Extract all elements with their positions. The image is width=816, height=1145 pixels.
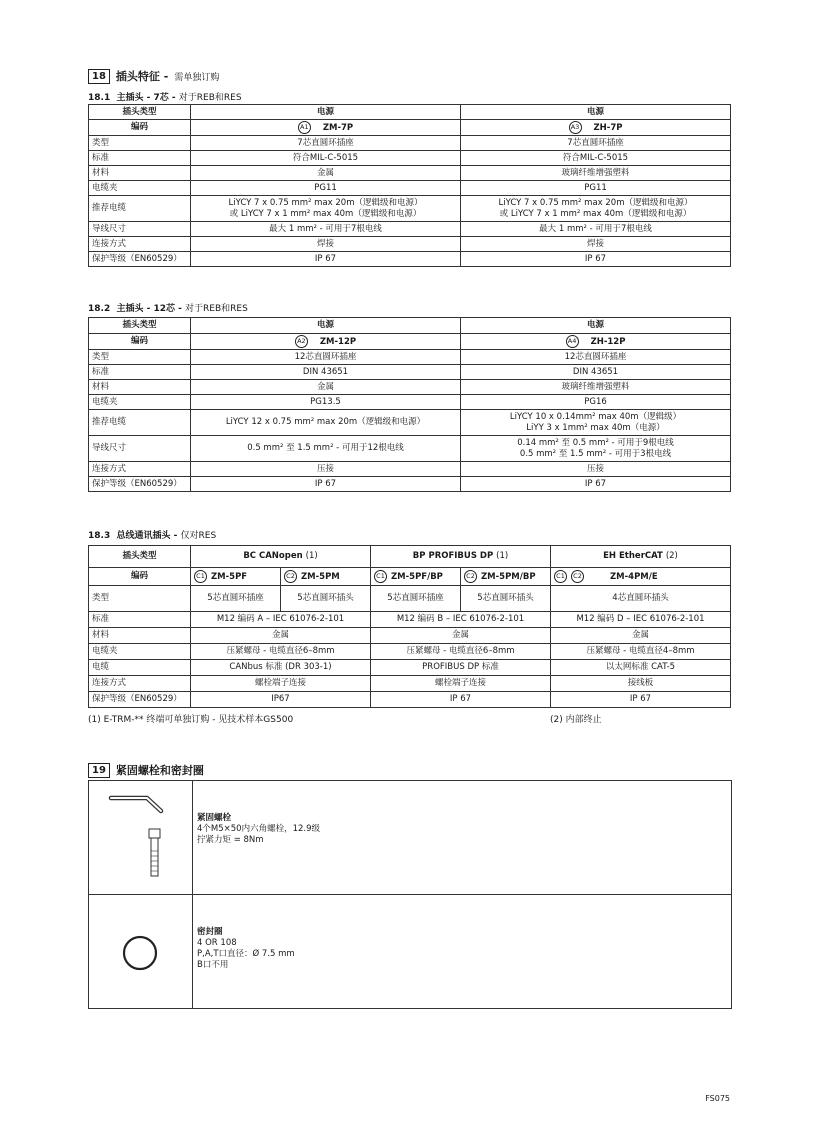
row-label: 类型 — [89, 136, 191, 151]
value-cell — [191, 196, 461, 222]
cell-line: LiYCY 7 x 0.75 mm² max 20m（逻辑级和电源） — [498, 197, 693, 208]
value-cell — [191, 166, 461, 181]
bolt-torque: 拧紧力矩 = 8Nm — [197, 835, 264, 845]
table-row — [89, 546, 731, 568]
marker-badge: A4 — [566, 335, 579, 348]
cell-line: IP 67 — [584, 253, 607, 264]
marker-badge: A2 — [295, 335, 308, 348]
cell-line: 玻璃纤维增强塑料 — [561, 167, 630, 178]
eh-note-ref: (2) — [665, 551, 678, 561]
table-18-1 — [88, 104, 731, 267]
subsection-title: 主插头 - 7芯 - — [116, 93, 176, 103]
bp-title: BP PROFIBUS DP — [412, 551, 494, 561]
row-label: 连接方式 — [89, 237, 191, 252]
bc-note-ref: (1) — [305, 551, 318, 561]
section-18-header — [88, 68, 219, 84]
row-label: 编码 — [89, 568, 191, 586]
section-title: 插头特征 - — [115, 70, 169, 83]
cell-line: 7芯直圆环插座 — [297, 137, 354, 148]
row-label: 插头类型 — [89, 318, 191, 334]
cell-line: IP 67 — [314, 478, 337, 489]
page-footer-code: FS075 — [705, 1094, 730, 1103]
table-row — [89, 196, 731, 222]
section-title: 紧固螺栓和密封圈 — [115, 764, 204, 777]
value-cell — [461, 380, 731, 395]
value-cell — [461, 151, 731, 166]
cell-line: 压接 — [316, 463, 334, 474]
row-label: 保护等级（EN60529） — [89, 477, 191, 492]
section-subtitle: 需单独订购 — [174, 72, 220, 83]
cell-line: 12芯直圆环插座 — [564, 351, 627, 362]
row-label: 插头类型 — [89, 546, 191, 568]
table-row — [89, 692, 731, 708]
cell-line: 电源 — [316, 106, 334, 117]
eh-value-cell: IP 67 — [551, 692, 731, 708]
cell-line: DIN 43651 — [302, 366, 349, 377]
table-row — [89, 436, 731, 462]
value-cell — [191, 395, 461, 410]
row-label: 电缆夹 — [89, 181, 191, 196]
bc-value-cell: 压紧螺母 - 电缆直径6–8mm — [191, 644, 371, 660]
code-cell — [281, 568, 371, 586]
value-cell — [191, 120, 461, 136]
table-body — [89, 105, 731, 267]
code-value: ZM-7P — [322, 123, 354, 133]
table-row — [89, 166, 731, 181]
row-label: 推荐电缆 — [89, 410, 191, 436]
table-row — [89, 318, 731, 334]
bolt-description — [197, 813, 320, 846]
value-cell — [191, 334, 461, 350]
cell-line: 符合MIL-C-5015 — [562, 152, 629, 163]
cell-line: DIN 43651 — [572, 366, 619, 377]
cell-line: LiYY 3 x 1mm² max 40m（电源） — [526, 422, 665, 433]
type-cell: 5芯直圆环插座 — [371, 586, 461, 612]
seal-code: 4 OR 108 — [197, 938, 237, 948]
code-cell — [191, 568, 281, 586]
subsection-number: 18.2 — [88, 304, 111, 314]
row-label: 标准 — [89, 365, 191, 380]
seal-diameter: P,A,T口直径：Ø 7.5 mm — [197, 949, 295, 959]
cell-line: 最大 1 mm² - 可用于7根电线 — [539, 223, 652, 234]
cell-line: IP 67 — [314, 253, 337, 264]
row-label: 电缆 — [89, 660, 191, 676]
subsection-title: 总线通讯插头 - — [116, 531, 178, 541]
value-cell — [191, 365, 461, 380]
cell-line: 压接 — [586, 463, 604, 474]
eh-value-cell: 金属 — [551, 628, 731, 644]
value-cell — [461, 166, 731, 181]
subsection-number: 18.3 — [88, 531, 111, 541]
code-value: ZM-12P — [319, 337, 357, 347]
seal-note: B口不用 — [197, 960, 229, 970]
value-cell — [191, 477, 461, 492]
table-18-3 — [88, 545, 731, 708]
bp-value-cell: IP 67 — [371, 692, 551, 708]
row-label: 材料 — [89, 166, 191, 181]
table-row — [89, 628, 731, 644]
table-row — [89, 644, 731, 660]
code-value: ZM-5PF — [211, 572, 248, 582]
table-18-2 — [88, 317, 731, 492]
value-cell — [461, 334, 731, 350]
value-cell — [461, 105, 731, 120]
table-row — [89, 586, 731, 612]
row-label: 标准 — [89, 151, 191, 166]
cell-line: PG11 — [314, 182, 337, 193]
eh-header — [551, 546, 731, 568]
cell-line: 或 LiYCY 7 x 1 mm² max 40m（逻辑级和电源） — [499, 208, 692, 219]
subsection-18-1-header — [88, 90, 242, 103]
table-row — [89, 660, 731, 676]
value-cell — [191, 136, 461, 151]
cell-line: 7芯直圆环插座 — [567, 137, 624, 148]
table-row — [89, 410, 731, 436]
value-cell — [191, 237, 461, 252]
cell-line: IP 67 — [584, 478, 607, 489]
seal-description — [197, 927, 295, 971]
bp-value-cell: PROFIBUS DP 标准 — [371, 660, 551, 676]
eh-value-cell: M12 编码 D – IEC 61076-2-101 — [551, 612, 731, 628]
marker-badge: C1 — [554, 570, 567, 583]
section-19-header — [88, 762, 204, 778]
table-row — [89, 222, 731, 237]
table-row — [89, 568, 731, 586]
marker-badge: A3 — [569, 121, 582, 134]
row-label: 编码 — [89, 120, 191, 136]
marker-badge: A1 — [298, 121, 311, 134]
row-label: 插头类型 — [89, 105, 191, 120]
section-number: 19 — [88, 763, 110, 778]
value-cell — [461, 222, 731, 237]
value-cell — [461, 252, 731, 267]
table-row — [89, 151, 731, 166]
cell-line: 或 LiYCY 7 x 1 mm² max 40m（逻辑级和电源） — [229, 208, 422, 219]
seal-image — [89, 895, 193, 1008]
table-row — [89, 252, 731, 267]
cell-line: PG13.5 — [310, 396, 341, 407]
bolt-title: 紧固螺栓 — [197, 813, 232, 823]
eh-value-cell: 接线板 — [551, 676, 731, 692]
value-cell — [461, 136, 731, 151]
table-row — [89, 334, 731, 350]
row-label: 材料 — [89, 380, 191, 395]
value-cell — [461, 436, 731, 462]
cell-line: LiYCY 10 x 0.14mm² max 40m（逻辑级） — [509, 411, 682, 422]
accessories-table — [88, 780, 732, 1009]
table-row — [89, 395, 731, 410]
row-label: 推荐电缆 — [89, 196, 191, 222]
value-cell — [191, 410, 461, 436]
section-number: 18 — [88, 69, 110, 84]
value-cell — [461, 350, 731, 365]
table-row — [89, 136, 731, 151]
value-cell — [191, 380, 461, 395]
subsection-subtitle: 仅对RES — [180, 531, 217, 541]
value-cell — [191, 318, 461, 334]
code-cell — [371, 568, 461, 586]
value-cell — [461, 365, 731, 380]
cell-line: 12芯直圆环插座 — [294, 351, 357, 362]
bp-value-cell: 压紧螺母 - 电缆直径6–8mm — [371, 644, 551, 660]
cell-line: 符合MIL-C-5015 — [292, 152, 359, 163]
eh-value-cell: 以太网标准 CAT-5 — [551, 660, 731, 676]
bc-title: BC CANopen — [243, 551, 303, 561]
value-cell — [191, 151, 461, 166]
value-cell — [191, 252, 461, 267]
code-value: ZH-12P — [590, 337, 626, 347]
table-row — [89, 237, 731, 252]
row-label: 电缆夹 — [89, 644, 191, 660]
cell-line: 金属 — [316, 167, 334, 178]
table-body — [89, 546, 731, 708]
code-cell — [551, 568, 731, 586]
cell-line: 电源 — [586, 106, 604, 117]
bp-note-ref: (1) — [496, 551, 509, 561]
type-cell: 5芯直圆环插头 — [461, 586, 551, 612]
cell-line: 焊接 — [316, 238, 334, 249]
bc-value-cell: M12 编码 A – IEC 61076-2-101 — [191, 612, 371, 628]
bolt-spec: 4个M5×50内六角螺栓，12.9级 — [197, 824, 321, 834]
value-cell — [461, 318, 731, 334]
value-cell — [191, 436, 461, 462]
eh-title: EH EtherCAT — [603, 551, 663, 561]
cell-line: PG11 — [584, 182, 607, 193]
row-label: 导线尺寸 — [89, 436, 191, 462]
value-cell — [191, 462, 461, 477]
subsection-18-3-header — [88, 528, 216, 541]
row-label: 电缆夹 — [89, 395, 191, 410]
code-value: ZM-5PM — [301, 572, 340, 582]
cell-line: PG16 — [584, 396, 607, 407]
value-cell — [191, 222, 461, 237]
value-cell — [461, 181, 731, 196]
table-row — [89, 676, 731, 692]
table-row — [89, 365, 731, 380]
value-cell — [461, 237, 731, 252]
cell-line: 玻璃纤维增强塑料 — [561, 381, 630, 392]
value-cell — [191, 105, 461, 120]
bc-header — [191, 546, 371, 568]
marker-badge: C1 — [374, 570, 387, 583]
eh-value-cell: 压紧螺母 - 电缆直径4–8mm — [551, 644, 731, 660]
subsection-number: 18.1 — [88, 93, 111, 103]
subsection-title: 主插头 - 12芯 - — [116, 304, 182, 314]
bp-value-cell: 螺栓端子连接 — [371, 676, 551, 692]
value-cell — [191, 350, 461, 365]
marker-badge: C2 — [571, 570, 584, 583]
type-cell: 4芯直圆环插头 — [551, 586, 731, 612]
row-label: 标准 — [89, 612, 191, 628]
row-label: 材料 — [89, 628, 191, 644]
seal-title: 密封圈 — [197, 927, 223, 937]
value-cell — [461, 395, 731, 410]
row-label: 保护等级（EN60529） — [89, 252, 191, 267]
footnote-2: (2) 内部终止 — [550, 715, 602, 725]
subsection-18-2-header — [88, 301, 248, 314]
type-cell: 5芯直圆环插头 — [281, 586, 371, 612]
bp-value-cell: 金属 — [371, 628, 551, 644]
table-row — [89, 612, 731, 628]
bc-value-cell: IP67 — [191, 692, 371, 708]
row-label: 导线尺寸 — [89, 222, 191, 237]
value-cell — [461, 196, 731, 222]
marker-badge: C2 — [464, 570, 477, 583]
cell-line: 电源 — [586, 320, 604, 330]
table-row — [89, 120, 731, 136]
table-row — [89, 380, 731, 395]
cell-line: LiYCY 12 x 0.75 mm² max 20m（逻辑级和电源） — [225, 417, 426, 427]
code-cell — [461, 568, 551, 586]
value-cell — [461, 120, 731, 136]
code-value: ZM-5PM/BP — [481, 572, 536, 582]
table-row — [89, 477, 731, 492]
row-label: 类型 — [89, 586, 191, 612]
table-row — [89, 181, 731, 196]
cell-line: LiYCY 7 x 0.75 mm² max 20m（逻辑级和电源） — [228, 197, 423, 208]
type-cell: 5芯直圆环插座 — [191, 586, 281, 612]
row-label: 连接方式 — [89, 676, 191, 692]
cell-line: 0.14 mm² 至 0.5 mm² - 可用于9根电线 — [517, 437, 674, 448]
table-body — [89, 318, 731, 492]
marker-badge: C2 — [284, 570, 297, 583]
value-cell — [461, 410, 731, 436]
row-label: 连接方式 — [89, 462, 191, 477]
bp-value-cell: M12 编码 B – IEC 61076-2-101 — [371, 612, 551, 628]
hex-key-and-bolt-icon — [89, 781, 192, 894]
bolt-row — [89, 781, 731, 895]
code-value: ZH-7P — [593, 123, 623, 133]
o-ring-icon — [89, 895, 192, 1008]
code-value: ZM-4PM/E — [610, 572, 658, 582]
seal-row — [89, 895, 731, 1008]
row-label: 保护等级（EN60529） — [89, 692, 191, 708]
code-value: ZM-5PF/BP — [391, 572, 443, 582]
row-label: 编码 — [89, 334, 191, 350]
cell-line: 电源 — [316, 320, 334, 330]
cell-line: 0.5 mm² 至 1.5 mm² - 可用于12根电线 — [247, 443, 404, 453]
value-cell — [461, 462, 731, 477]
bc-value-cell: 金属 — [191, 628, 371, 644]
value-cell — [191, 181, 461, 196]
cell-line: 0.5 mm² 至 1.5 mm² - 可用于3根电线 — [519, 448, 672, 459]
cell-line: 焊接 — [586, 238, 604, 249]
bolt-image — [89, 781, 193, 894]
subsection-subtitle: 对于REB和RES — [178, 93, 242, 103]
bp-header — [371, 546, 551, 568]
table-row — [89, 462, 731, 477]
marker-badge: C1 — [194, 570, 207, 583]
row-label: 类型 — [89, 350, 191, 365]
value-cell — [461, 477, 731, 492]
subsection-subtitle: 对于REB和RES — [185, 304, 248, 314]
cell-line: 金属 — [316, 381, 334, 392]
bc-value-cell: CANbus 标准 (DR 303-1) — [191, 660, 371, 676]
table-row — [89, 350, 731, 365]
footnote-1: (1) E-TRM-** 终端可单独订购 - 见技术样本GS500 — [88, 715, 294, 725]
bc-value-cell: 螺栓端子连接 — [191, 676, 371, 692]
table-row — [89, 105, 731, 120]
cell-line: 最大 1 mm² - 可用于7根电线 — [269, 223, 382, 234]
